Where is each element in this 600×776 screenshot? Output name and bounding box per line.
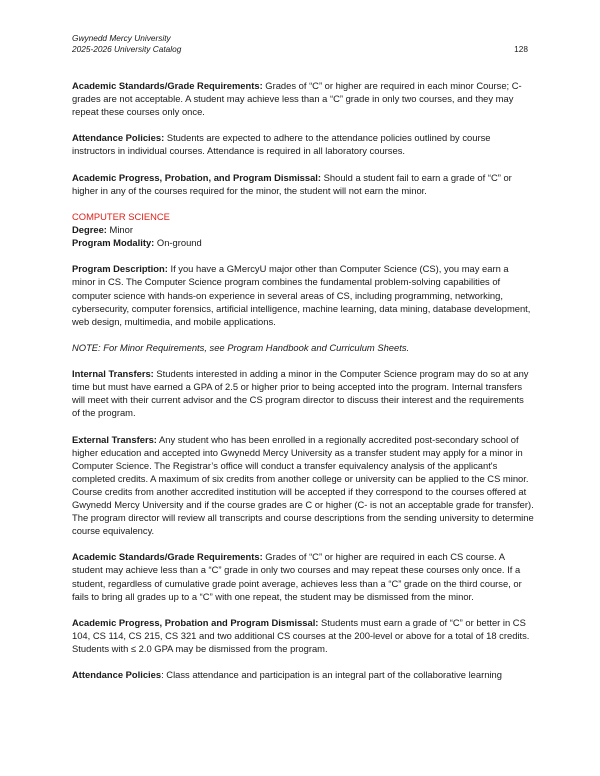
paragraph-label: Academic Progress, Probation, and Program Dismissal: <box>72 171 322 183</box>
paragraph-label: Academic Standards/Grade Requirements: <box>72 80 263 91</box>
university-name: Gwynedd Mercy University <box>72 33 171 43</box>
section-text: Any student who has been enrolled in a regionally accredited post-secondary school of higher education and accepted into Gwynedd Mercy University as a transfer student may apply for a minor in Computer Science. The Registrar’s office will conduct a transfer equivalency analysis of the applicant's completed credits. A maximum of six credits from another college or university can be applied to the CS minor. Course credits from another accredited institution will be accepted if they correspond to the courses offered at Gwynedd Mercy University and if the course grades are C or higher (C- is not an acceptable grade for transfer). The program director will review all transcripts and course descriptions from the sending university to determine course equivalency. <box>72 433 534 537</box>
minor-requirements-note: NOTE: For Minor Requirements, see Program Handbook and Curriculum Sheets. <box>72 341 410 353</box>
internal-transfers <box>72 367 534 419</box>
degree-value: Minor <box>106 224 133 236</box>
cs-progress-dismissal <box>72 616 534 655</box>
minor-progress-paragraph <box>72 171 534 197</box>
modality-line <box>72 236 534 249</box>
section-text: : Class attendance and participation is an integral part of the collaborative learning <box>161 669 502 681</box>
page-content <box>72 79 534 694</box>
section-label: Internal Transfers: <box>72 368 154 380</box>
degree-line <box>72 223 534 236</box>
degree-label: Degree: <box>72 224 107 236</box>
page-number: 128 <box>514 44 528 54</box>
minor-standards-paragraph <box>72 79 534 118</box>
section-text: If you have a GMercyU major other than Computer Science (CS), you may earn a minor in CS. The Computer Science program combines the fundamental problem-solving capabilities of computer science with hands-on experience in several areas of CS, including programming, networking, cybersecurity, computer forensics, artificial intelligence, machine learning, data mining, database development, web design, multimedia, and mobile applications. <box>72 263 531 327</box>
section-text: Grades of “C” or higher are required in each CS course. A student may achieve less than a “C” grade in only two courses and may repeat these courses only once. If a student, regardless of cumulative grade point average, achieves less than a “C” grade on the third course, or fails to bring all grades up to a “C” with one repeat, the student may be dismissed from the minor. <box>72 551 522 602</box>
catalog-title: 2025-2026 University Catalog <box>72 44 182 54</box>
page-header <box>72 33 528 55</box>
external-transfers <box>72 433 534 538</box>
cs-attendance-policies <box>72 668 534 681</box>
section-label: Academic Standards/Grade Requirements: <box>72 551 263 563</box>
section-text: Students interested in adding a minor in the Computer Science program may do so at any time but must have earned a GPA of 2.5 or higher prior to being accepted into the program. Internal transfers will meet with their current advisor and the CS program director to discuss their interest and the requirements of the program. <box>72 368 529 419</box>
paragraph-text: Students are expected to adhere to the attendance policies outlined by course instructors in individual courses. Attendance is required in all laboratory courses. <box>72 132 491 157</box>
section-label: Academic Progress, Probation and Program Dismissal: <box>72 616 319 628</box>
paragraph-text: Should a student fail to earn a grade of “C” or higher in any of the courses required for the minor, the student will not earn the minor. <box>72 171 512 196</box>
section-label: Program Description: <box>72 263 168 275</box>
section-label: Attendance Policies <box>72 669 162 681</box>
paragraph-text: Grades of “C” or higher are required in each minor Course; C- grades are not acceptable. A student may achieve less than a “C” grade in only two courses, and they may repeat these courses only once. <box>72 80 522 118</box>
modality-label: Program Modality: <box>72 237 155 249</box>
paragraph-label: Attendance Policies: <box>72 132 165 144</box>
modality-value: On-ground <box>154 237 202 249</box>
section-label: External Transfers: <box>72 433 157 445</box>
section-text: Students must earn a grade of “C” or better in CS 104, CS 114, CS 215, CS 321 and two additional CS courses at the 200-level or above for a total of 18 credits. Students with ≤ 2.0 GPA may be dismissed from the program. <box>72 616 530 655</box>
program-title: COMPUTER SCIENCE <box>72 210 170 222</box>
program-description <box>72 262 534 327</box>
minor-attendance-paragraph <box>72 131 534 157</box>
cs-grade-requirements <box>72 550 534 602</box>
